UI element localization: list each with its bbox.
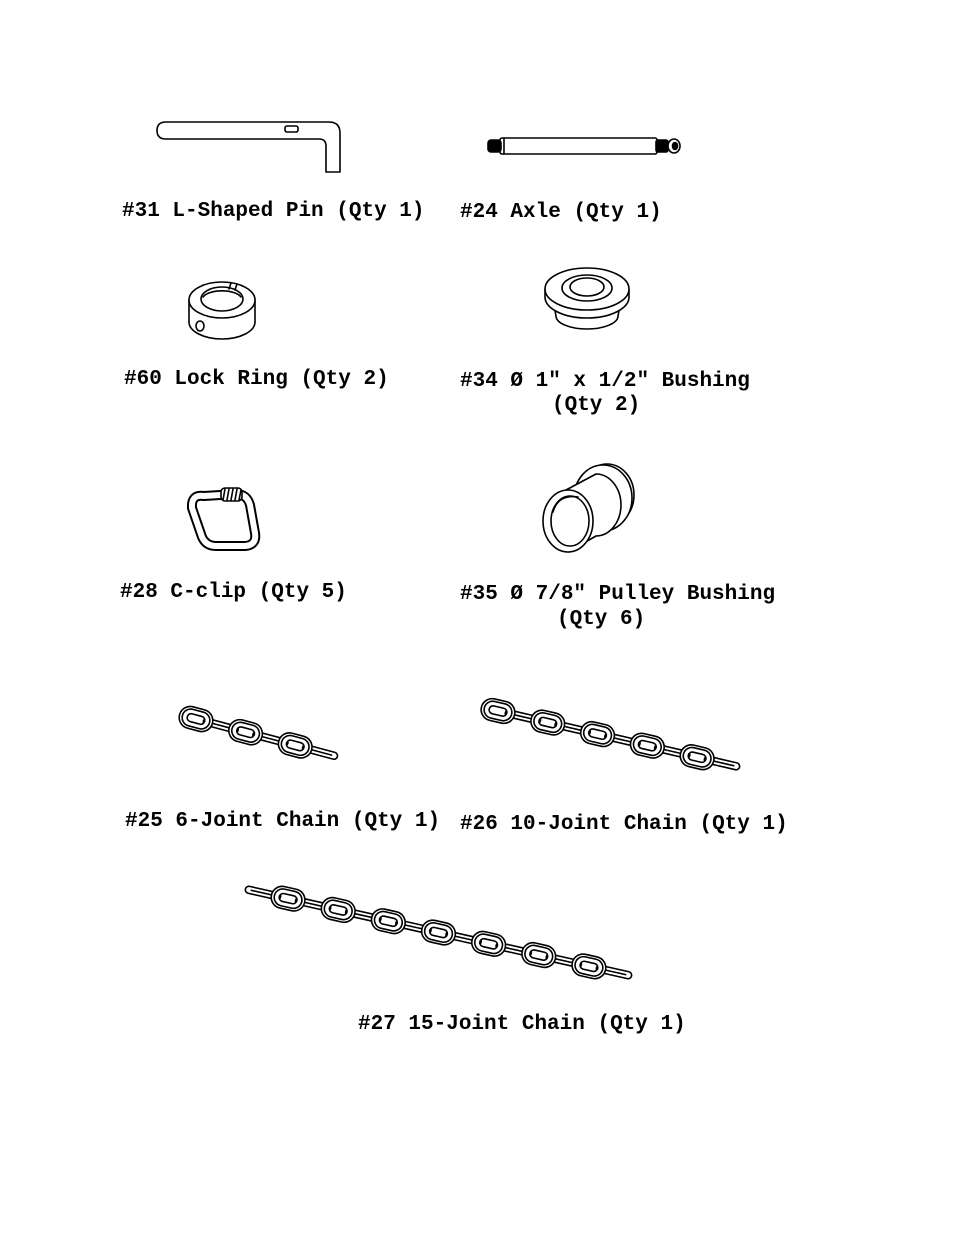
part-name: Lock Ring — [174, 368, 288, 391]
part-qty: (Qty 1) — [573, 201, 662, 224]
part-qty: (Qty 2) — [552, 394, 641, 417]
ten-joint-chain-icon — [479, 696, 740, 771]
part-qty: (Qty 2) — [300, 368, 389, 391]
axle-thread-left — [488, 140, 501, 152]
part-name: Ø 1" x 1/2" Bushing — [510, 370, 750, 393]
part-label-ten-joint-chain — [460, 813, 788, 837]
part-number: #31 — [122, 200, 160, 223]
part-name: Ø 7/8" Pulley Bushing — [510, 583, 776, 606]
part-name: Axle — [510, 201, 561, 224]
part-number: #26 — [460, 813, 498, 836]
axle-thread-right — [656, 140, 668, 152]
part-label-c-clip — [120, 581, 347, 605]
part-label-lock-ring — [124, 368, 389, 392]
part-qty-pulley-bushing — [557, 608, 645, 632]
part-number: #60 — [124, 368, 162, 391]
c-clip-loop-highlight — [192, 494, 255, 546]
part-qty: (Qty 1) — [336, 200, 425, 223]
pin-body — [157, 122, 340, 172]
part-qty-bushing — [552, 394, 640, 418]
six-joint-chain-icon — [177, 704, 339, 760]
part-name: 6-Joint Chain — [175, 810, 340, 833]
part-number: #34 — [460, 370, 498, 393]
part-name: L-Shaped Pin — [172, 200, 324, 223]
part-number: #27 — [358, 1013, 396, 1036]
part-number: #24 — [460, 201, 498, 224]
part-label-bushing — [460, 370, 750, 394]
part-number: #25 — [125, 810, 163, 833]
part-label-pulley-bushing — [460, 583, 775, 607]
part-name: C-clip — [170, 581, 247, 604]
part-label-axle — [460, 201, 662, 225]
fifteen-joint-chain-icon — [245, 884, 633, 981]
lock-ring-icon — [189, 282, 255, 339]
bushing-icon — [545, 268, 629, 329]
l-shaped-pin-icon — [157, 122, 340, 172]
part-qty: (Qty 6) — [557, 608, 646, 631]
pin-slot — [285, 126, 298, 132]
lock-ring-screw-hole — [196, 321, 204, 331]
part-label-six-joint-chain — [125, 810, 440, 834]
part-label-fifteen-joint-chain — [358, 1013, 686, 1037]
axle-shaft — [500, 138, 657, 154]
c-clip-icon — [192, 488, 255, 546]
part-name: 10-Joint Chain — [510, 813, 687, 836]
part-number: #28 — [120, 581, 158, 604]
part-qty: (Qty 1) — [597, 1013, 686, 1036]
part-qty: (Qty 1) — [699, 813, 788, 836]
axle-end-hole — [673, 143, 678, 150]
part-qty: (Qty 1) — [351, 810, 441, 833]
part-qty: (Qty 5) — [258, 581, 347, 604]
bushing-hole-inner — [570, 278, 604, 296]
part-label-l-shaped-pin — [122, 200, 424, 224]
part-number: #35 — [460, 583, 498, 606]
axle-icon — [488, 138, 680, 154]
part-name: 15-Joint Chain — [408, 1013, 585, 1036]
pulley-bushing-icon — [543, 464, 634, 552]
